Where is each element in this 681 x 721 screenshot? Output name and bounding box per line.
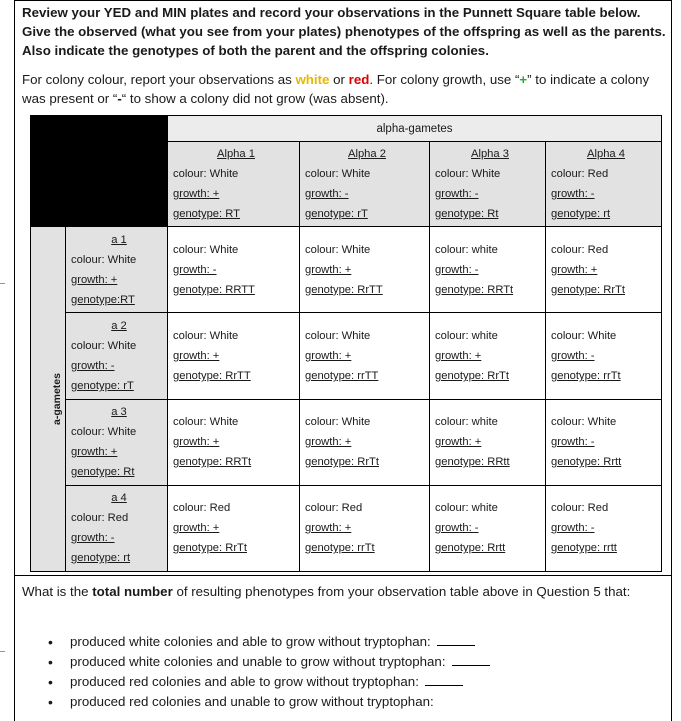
a-colour: colour: White — [71, 253, 137, 266]
offspring-genotype: genotype: RrTT — [173, 370, 251, 382]
instructions-text: “ to show a colony did not grow (was absent). — [121, 91, 389, 106]
offspring-colour: colour: Red — [305, 502, 363, 515]
margin-marker — [0, 651, 5, 652]
offspring-genotype: genotype: RrTT — [305, 283, 383, 296]
alpha-growth: growth: - — [551, 188, 595, 201]
instructions-text: or — [329, 72, 349, 87]
instructions-text: . For colony growth, use “ — [369, 72, 520, 87]
offspring-growth: growth: + — [173, 350, 220, 362]
offspring-growth: growth: - — [435, 263, 479, 276]
offspring-genotype: genotype: rrtt — [551, 542, 617, 555]
offspring-growth: growth: + — [305, 350, 352, 362]
a-gametes-label-cell — [31, 227, 66, 572]
offspring-colour: colour: white — [435, 330, 498, 342]
question-paragraph — [22, 582, 668, 602]
minus-symbol: - — [117, 91, 122, 106]
a-colour: colour: White — [71, 426, 137, 439]
instructions-text: For colony colour, report your observations as — [22, 72, 296, 87]
offspring-genotype: genotype: RRtt — [435, 456, 510, 469]
a-genotype: genotype: rt — [71, 552, 131, 565]
alpha-growth: growth: - — [435, 188, 479, 201]
offspring-genotype: genotype: Rrtt — [435, 542, 506, 555]
alpha-header-4 — [546, 142, 662, 227]
question-text: What is the — [22, 584, 93, 599]
offspring-cell — [300, 227, 430, 313]
offspring-growth: growth: + — [305, 522, 352, 535]
list-item-text: produced red colonies and able to grow without tryptophan: — [70, 674, 419, 689]
a-growth: growth: - — [71, 360, 115, 372]
offspring-colour: colour: white — [435, 243, 498, 256]
offspring-colour: colour: White — [305, 416, 371, 429]
offspring-genotype: genotype: RrTt — [551, 283, 625, 296]
offspring-cell — [168, 399, 300, 485]
offspring-growth: growth: - — [551, 522, 595, 535]
offspring-cell — [300, 399, 430, 485]
offspring-growth: growth: + — [173, 522, 220, 535]
answer-blank[interactable] — [452, 653, 490, 666]
alpha-growth: growth: - — [305, 188, 349, 201]
offspring-genotype: genotype: rrTt — [305, 542, 375, 555]
offspring-cell — [168, 485, 300, 571]
offspring-cell — [546, 227, 662, 313]
answer-blank[interactable] — [425, 673, 463, 686]
offspring-cell — [430, 227, 546, 313]
a-name: a 2 — [111, 320, 127, 332]
offspring-genotype: genotype: Rrtt — [551, 456, 622, 469]
offspring-cell — [300, 313, 430, 399]
intro-paragraph: Review your YED and MIN plates and record your observations in the Punnett Square table below. Give the observed (what you see from your plates) phenotypes of the offspring as well as the parents. Also indicate the genotypes of both the parent and the offspring colonies. — [22, 5, 666, 58]
a-row-header-3 — [66, 399, 168, 485]
a-row-header-4 — [66, 485, 168, 571]
offspring-colour: colour: white — [435, 502, 498, 515]
offspring-cell — [168, 227, 300, 313]
offspring-growth: growth: + — [551, 263, 598, 276]
alpha-name: Alpha 4 — [587, 148, 625, 161]
alpha-colour: colour: White — [173, 168, 239, 181]
offspring-colour: colour: White — [173, 243, 239, 256]
alpha-colour: colour: White — [305, 168, 371, 181]
alpha-colour: colour: Red — [551, 168, 609, 181]
a-name: a 3 — [111, 406, 127, 419]
instructions-paragraph — [22, 70, 668, 108]
plus-symbol: + — [519, 72, 528, 87]
a-row-header-1 — [66, 227, 168, 313]
a-colour: colour: White — [71, 340, 137, 352]
offspring-colour: colour: White — [173, 416, 239, 429]
a-growth: growth: + — [71, 273, 118, 286]
offspring-colour: colour: White — [173, 330, 239, 342]
offspring-colour: colour: White — [551, 330, 617, 342]
offspring-genotype: genotype: RrTt — [305, 456, 379, 469]
offspring-growth: growth: + — [173, 436, 220, 449]
offspring-genotype: genotype: RrTt — [435, 370, 509, 382]
offspring-colour: colour: white — [435, 416, 498, 429]
list-item-text: produced red colonies and unable to grow without tryptophan: — [70, 694, 434, 709]
alpha-name: Alpha 1 — [217, 148, 255, 161]
alpha-genotype: genotype: rT — [305, 208, 368, 221]
offspring-growth: growth: + — [435, 350, 482, 362]
a-gametes-label: a-gametes — [50, 373, 63, 426]
a-colour: colour: Red — [71, 512, 129, 525]
answer-blank[interactable] — [437, 633, 475, 646]
offspring-genotype: genotype: RRTT — [173, 283, 255, 296]
a-name: a 4 — [111, 492, 127, 505]
question-text: of resulting phenotypes from your observation table above in Question 5 that: — [172, 584, 631, 599]
offspring-colour: colour: White — [551, 416, 617, 429]
list-item — [48, 652, 668, 672]
offspring-cell — [430, 485, 546, 571]
offspring-cell — [430, 313, 546, 399]
a-growth: growth: - — [71, 532, 115, 545]
offspring-genotype: genotype: RRTt — [435, 283, 514, 296]
offspring-growth: growth: - — [435, 522, 479, 535]
offspring-growth: growth: - — [173, 263, 217, 276]
offspring-colour: colour: White — [305, 330, 371, 342]
alpha-genotype: genotype: RT — [173, 208, 240, 221]
offspring-colour: colour: Red — [173, 502, 231, 515]
punnett-square-table — [30, 115, 662, 572]
alpha-growth: growth: + — [173, 188, 220, 201]
red-keyword: red — [348, 72, 370, 87]
offspring-cell — [546, 485, 662, 571]
question-bold-text: total number — [92, 584, 173, 599]
list-item-text: produced white colonies and unable to grow without tryptophan: — [70, 654, 446, 669]
offspring-colour: colour: Red — [551, 502, 609, 515]
offspring-colour: colour: White — [305, 243, 371, 256]
alpha-genotype: genotype: Rt — [435, 208, 499, 221]
offspring-growth: growth: + — [305, 263, 352, 276]
offspring-growth: growth: + — [305, 436, 352, 449]
offspring-genotype: genotype: rrTT — [305, 370, 379, 382]
alpha-header-1 — [168, 142, 300, 227]
offspring-cell — [546, 399, 662, 485]
offspring-cell — [430, 399, 546, 485]
alpha-gametes-title: alpha-gametes — [168, 116, 662, 142]
offspring-growth: growth: + — [435, 436, 482, 449]
a-row-header-2 — [66, 313, 168, 399]
top-border — [14, 0, 672, 1]
offspring-cell — [168, 313, 300, 399]
offspring-growth: growth: - — [551, 436, 595, 449]
alpha-header-2 — [300, 142, 430, 227]
instructions-text: ” to indicate a colony was present or “ — [22, 72, 650, 106]
corner-cell — [31, 116, 168, 227]
offspring-genotype: genotype: RrTt — [173, 542, 247, 555]
list-item — [48, 632, 668, 652]
answer-list — [48, 632, 668, 712]
white-keyword: white — [295, 72, 330, 87]
list-item-text: produced white colonies and able to grow without tryptophan: — [70, 634, 431, 649]
a-genotype: genotype: rT — [71, 380, 134, 392]
alpha-colour: colour: White — [435, 168, 501, 181]
offspring-genotype: genotype: RRTt — [173, 456, 252, 469]
list-item — [48, 672, 668, 692]
offspring-growth: growth: - — [551, 350, 595, 362]
a-genotype: genotype:RT — [71, 293, 135, 306]
offspring-colour: colour: Red — [551, 243, 609, 256]
offspring-genotype: genotype: rrTt — [551, 370, 621, 382]
a-name: a 1 — [111, 233, 127, 246]
a-genotype: genotype: Rt — [71, 466, 135, 479]
section-divider — [14, 575, 672, 576]
list-item — [48, 692, 668, 712]
margin-marker — [0, 283, 5, 284]
alpha-name: Alpha 3 — [471, 148, 509, 161]
a-growth: growth: + — [71, 446, 118, 459]
offspring-cell — [300, 485, 430, 571]
alpha-name: Alpha 2 — [348, 148, 386, 161]
alpha-genotype: genotype: rt — [551, 208, 611, 221]
offspring-cell — [546, 313, 662, 399]
alpha-header-3 — [430, 142, 546, 227]
